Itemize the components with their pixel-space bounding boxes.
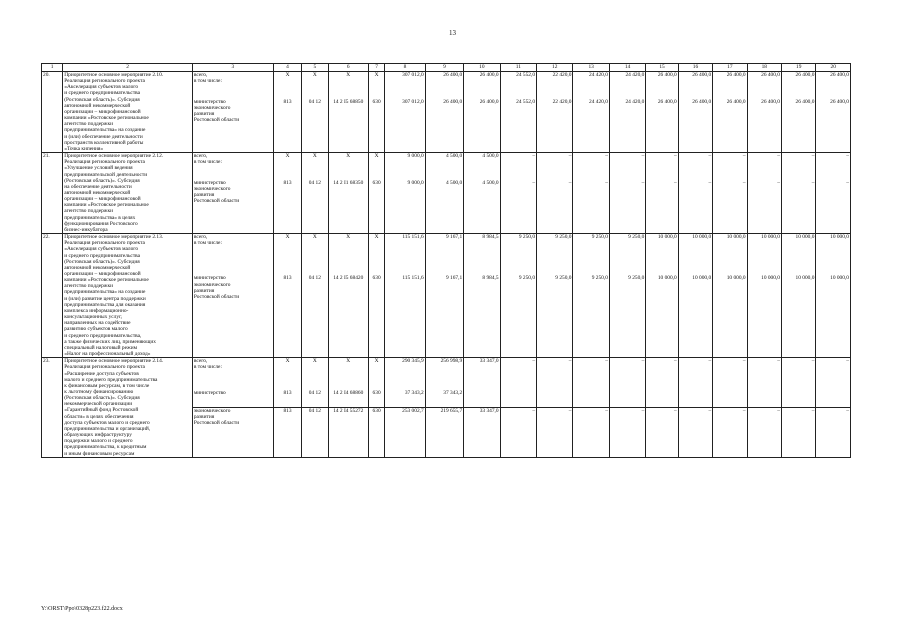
amount-cell: 22 420,0 bbox=[537, 72, 573, 99]
vr-code: 630 bbox=[369, 407, 385, 457]
amount-cell: 9 250,0 bbox=[500, 234, 536, 276]
column-number-row bbox=[42, 64, 851, 72]
amount-cell: – bbox=[782, 407, 816, 457]
column-number: 18 bbox=[747, 64, 781, 72]
amount-cell: 24 420,0 bbox=[609, 72, 645, 99]
amount-cell: – bbox=[537, 358, 573, 391]
page-number: 13 bbox=[449, 29, 456, 37]
executor-cell: всего, в том числе: bbox=[192, 358, 273, 391]
amount-cell: – bbox=[678, 407, 712, 457]
vr-code: 630 bbox=[369, 390, 385, 407]
executor-cell: всего, в том числе: bbox=[192, 72, 273, 99]
amount-cell: 26 400,0 bbox=[747, 99, 781, 153]
amount-cell: 26 400,0 bbox=[713, 99, 747, 153]
amount-cell: 26 400,0 bbox=[464, 99, 500, 153]
grbs-code: 813 bbox=[273, 407, 301, 457]
amount-cell: 33 347,0 bbox=[464, 358, 500, 391]
vr-code: X bbox=[369, 72, 385, 99]
amount-cell bbox=[609, 390, 645, 407]
grbs-code: X bbox=[273, 358, 301, 391]
amount-cell: 9 000,0 bbox=[385, 153, 426, 180]
amount-cell bbox=[713, 390, 747, 407]
amount-cell: – bbox=[573, 407, 609, 457]
rzpr-code: 04 12 bbox=[302, 407, 328, 457]
amount-cell: 4 500,0 bbox=[464, 180, 500, 234]
executor-cell: министерство экономического развития Ростовской области bbox=[192, 99, 273, 153]
amount-cell bbox=[500, 390, 536, 407]
amount-cell: – bbox=[678, 180, 712, 234]
amount-cell: 26 400,0 bbox=[747, 72, 781, 99]
amount-cell: – bbox=[713, 358, 747, 391]
row-number: 20. bbox=[42, 72, 63, 153]
column-number: 9 bbox=[425, 64, 463, 72]
grbs-code: 813 bbox=[273, 390, 301, 407]
grbs-code: 813 bbox=[273, 99, 301, 153]
amount-cell bbox=[816, 390, 851, 407]
amount-cell: – bbox=[747, 180, 781, 234]
column-number: 19 bbox=[782, 64, 816, 72]
grbs-code: X bbox=[273, 72, 301, 99]
column-number: 7 bbox=[369, 64, 385, 72]
amount-cell: – bbox=[500, 358, 536, 391]
amount-cell: 10 000,0 bbox=[713, 275, 747, 357]
column-number: 11 bbox=[500, 64, 536, 72]
column-number: 16 bbox=[678, 64, 712, 72]
amount-cell: – bbox=[678, 153, 712, 180]
rzpr-code: 04 12 bbox=[302, 275, 328, 357]
amount-cell: 4 500,0 bbox=[425, 180, 463, 234]
amount-cell: – bbox=[816, 153, 851, 180]
column-number: 2 bbox=[63, 64, 193, 72]
amount-cell: 10 000,0 bbox=[816, 275, 851, 357]
amount-cell: – bbox=[816, 358, 851, 391]
row-number: 23. bbox=[42, 358, 63, 458]
financing-table bbox=[41, 63, 851, 458]
measure-name: Приоритетное основное мероприятие 2.13. Реализация регионального проекта «Акселерация субъектов малого и среднего предпринимательства (Ростовская область)». Субсидия автономной некоммерческой организации – микрофинансовой компании «Ростовское региональное агентство поддержки предпринимательства» на создание и (или) развитие центра поддержки предпринимательства для оказания комплекса информационно- консультационных услуг, направленных на содействие развитию субъектов малого и среднего предпринимательства, а также физических лиц, применяющих специальный налоговый режим «Налог на профессиональный доход» bbox=[63, 234, 193, 358]
csr-code: X bbox=[328, 72, 369, 99]
amount-cell: 10 000,0 bbox=[678, 234, 712, 276]
amount-cell bbox=[747, 390, 781, 407]
csr-code: X bbox=[328, 234, 369, 276]
amount-cell: 10 000,0 bbox=[747, 275, 781, 357]
executor-cell: экономического развития Ростовской области bbox=[192, 407, 273, 457]
rzpr-code: 04 12 bbox=[302, 390, 328, 407]
amount-cell: 24 552,0 bbox=[500, 99, 536, 153]
grbs-code: 813 bbox=[273, 275, 301, 357]
column-number: 4 bbox=[273, 64, 301, 72]
amount-cell: 26 400,0 bbox=[646, 72, 678, 99]
amount-cell: 26 400,0 bbox=[782, 72, 816, 99]
rzpr-code: X bbox=[302, 72, 328, 99]
executor-cell: министерство экономического развития Ростовской области bbox=[192, 275, 273, 357]
amount-cell: – bbox=[713, 407, 747, 457]
executor-cell: всего, в том числе: bbox=[192, 153, 273, 180]
column-number: 6 bbox=[328, 64, 369, 72]
executor-cell: министерство экономического развития Ростовской области bbox=[192, 180, 273, 234]
amount-cell: 4 500,0 bbox=[464, 153, 500, 180]
amount-cell: – bbox=[537, 180, 573, 234]
vr-code: 630 bbox=[369, 99, 385, 153]
amount-cell: – bbox=[609, 153, 645, 180]
executor-cell: министерство bbox=[192, 390, 273, 407]
amount-cell: 22 420,0 bbox=[537, 99, 573, 153]
amount-cell: 10 000,0 bbox=[782, 275, 816, 357]
amount-cell: 24 420,0 bbox=[573, 72, 609, 99]
vr-code: X bbox=[369, 153, 385, 180]
amount-cell: 10 000,0 bbox=[678, 275, 712, 357]
amount-cell: – bbox=[782, 180, 816, 234]
table-row bbox=[42, 358, 851, 391]
amount-cell: 10 000,0 bbox=[713, 234, 747, 276]
column-number: 15 bbox=[646, 64, 678, 72]
column-number: 14 bbox=[609, 64, 645, 72]
amount-cell: – bbox=[747, 407, 781, 457]
amount-cell: 9 250,0 bbox=[537, 275, 573, 357]
vr-code: X bbox=[369, 358, 385, 391]
amount-cell: 253 002,7 bbox=[385, 407, 426, 457]
amount-cell: 26 400,0 bbox=[425, 72, 463, 99]
amount-cell: 9 250,0 bbox=[537, 234, 573, 276]
amount-cell: – bbox=[609, 407, 645, 457]
amount-cell: 24 420,0 bbox=[609, 99, 645, 153]
amount-cell: – bbox=[782, 358, 816, 391]
amount-cell: 10 000,0 bbox=[646, 234, 678, 276]
rzpr-code: 04 12 bbox=[302, 180, 328, 234]
amount-cell: 307 012,0 bbox=[385, 72, 426, 99]
csr-code: 14 2 I4 55272 bbox=[328, 407, 369, 457]
amount-cell: 9 250,0 bbox=[609, 275, 645, 357]
amount-cell: 26 400,0 bbox=[464, 72, 500, 99]
amount-cell: 10 000,0 bbox=[782, 234, 816, 276]
file-path-footer: Y:\ORST\Ppo\0328p223.f22.docx bbox=[41, 606, 123, 612]
grbs-code: 813 bbox=[273, 180, 301, 234]
csr-code: X bbox=[328, 358, 369, 391]
column-number: 10 bbox=[464, 64, 500, 72]
amount-cell: 8 984,5 bbox=[464, 275, 500, 357]
amount-cell: 37 343,2 bbox=[425, 390, 463, 407]
amount-cell: 9 250,0 bbox=[573, 275, 609, 357]
column-number: 20 bbox=[816, 64, 851, 72]
amount-cell: – bbox=[713, 153, 747, 180]
rzpr-code: 04 12 bbox=[302, 99, 328, 153]
amount-cell: 219 655,7 bbox=[425, 407, 463, 457]
column-number: 1 bbox=[42, 64, 63, 72]
column-number: 3 bbox=[192, 64, 273, 72]
amount-cell bbox=[782, 390, 816, 407]
csr-code: 14 2 I4 68860 bbox=[328, 390, 369, 407]
column-number: 12 bbox=[537, 64, 573, 72]
measure-name: Приоритетное основное мероприятие 2.12. Реализация регионального проекта «Улучшение условий ведения предпринимательской деятельности (Ростовская область)». Субсидия на обеспечение деятельности автономной некоммерческой организации – микрофинансовой компании «Ростовское региональное агентство поддержки предпринимательства» в целях функционирования Ростовского бизнес-инкубатора bbox=[63, 153, 193, 234]
amount-cell: 9 250,0 bbox=[500, 275, 536, 357]
amount-cell: 9 250,0 bbox=[609, 234, 645, 276]
amount-cell: 4 500,0 bbox=[425, 153, 463, 180]
amount-cell: – bbox=[573, 358, 609, 391]
amount-cell: 24 552,0 bbox=[500, 72, 536, 99]
amount-cell: 290 345,9 bbox=[385, 358, 426, 391]
column-number: 8 bbox=[385, 64, 426, 72]
rzpr-code: X bbox=[302, 358, 328, 391]
amount-cell: 115 151,6 bbox=[385, 275, 426, 357]
amount-cell: 9 167,1 bbox=[425, 234, 463, 276]
amount-cell: 26 400,0 bbox=[713, 72, 747, 99]
amount-cell: 33 347,0 bbox=[464, 407, 500, 457]
csr-code: X bbox=[328, 153, 369, 180]
grbs-code: X bbox=[273, 153, 301, 180]
amount-cell: – bbox=[747, 153, 781, 180]
amount-cell: 10 000,0 bbox=[646, 275, 678, 357]
amount-cell: 9 000,0 bbox=[385, 180, 426, 234]
amount-cell bbox=[464, 390, 500, 407]
amount-cell: – bbox=[747, 358, 781, 391]
measure-name: Приоритетное основное мероприятие 2.14. Реализация регионального проекта «Расширение доступа субъектов малого и среднего предпринимательства к финансовым ресурсам, в том числе к льготному финансированию (Ростовская область)». Субсидия некоммерческой организации «Гарантийный фонд Ростовской области» в целях обеспечения доступа субъектов малого и среднего предпринимательства и организаций, образующих инфраструктуру поддержки малого и среднего предпринимательства, к кредитным и иным финансовым ресурсам bbox=[63, 358, 193, 458]
amount-cell: 9 167,1 bbox=[425, 275, 463, 357]
csr-code: 14 2 I1 68350 bbox=[328, 180, 369, 234]
amount-cell: 26 400,0 bbox=[782, 99, 816, 153]
row-number: 22. bbox=[42, 234, 63, 358]
amount-cell: – bbox=[782, 153, 816, 180]
amount-cell: – bbox=[573, 180, 609, 234]
amount-cell: – bbox=[609, 180, 645, 234]
amount-cell bbox=[678, 390, 712, 407]
table-row bbox=[42, 153, 851, 180]
amount-cell: – bbox=[646, 153, 678, 180]
amount-cell: – bbox=[537, 407, 573, 457]
amount-cell: 26 400,0 bbox=[678, 72, 712, 99]
amount-cell bbox=[537, 390, 573, 407]
amount-cell: – bbox=[816, 407, 851, 457]
amount-cell: 26 400,0 bbox=[425, 99, 463, 153]
measure-name: Приоритетное основное мероприятие 2.10. Реализация регионального проекта «Акселерация субъектов малого и среднего предпринимательства (Ростовская область)». Субсидия автономной некоммерческой организации – микрофинансовой компании «Ростовское региональное агентство поддержки предпринимательства» на создание и (или) обеспечение деятельности пространств коллективной работы «Точка кипения» bbox=[63, 72, 193, 153]
amount-cell: – bbox=[500, 153, 536, 180]
column-number: 17 bbox=[713, 64, 747, 72]
executor-cell: всего, в том числе: bbox=[192, 234, 273, 276]
amount-cell: 9 250,0 bbox=[573, 234, 609, 276]
amount-cell: 10 000,0 bbox=[816, 234, 851, 276]
amount-cell bbox=[646, 390, 678, 407]
amount-cell: 26 400,0 bbox=[678, 99, 712, 153]
table-row bbox=[42, 234, 851, 276]
column-number: 5 bbox=[302, 64, 328, 72]
amount-cell: 10 000,0 bbox=[747, 234, 781, 276]
amount-cell: 307 012,0 bbox=[385, 99, 426, 153]
amount-cell: – bbox=[816, 180, 851, 234]
grbs-code: X bbox=[273, 234, 301, 276]
amount-cell: 24 420,0 bbox=[573, 99, 609, 153]
row-number: 21. bbox=[42, 153, 63, 234]
amount-cell: – bbox=[646, 358, 678, 391]
rzpr-code: X bbox=[302, 234, 328, 276]
amount-cell bbox=[573, 390, 609, 407]
amount-cell: 37 343,2 bbox=[385, 390, 426, 407]
vr-code: 630 bbox=[369, 180, 385, 234]
vr-code: 630 bbox=[369, 275, 385, 357]
amount-cell: – bbox=[678, 358, 712, 391]
vr-code: X bbox=[369, 234, 385, 276]
column-number: 13 bbox=[573, 64, 609, 72]
amount-cell: – bbox=[646, 180, 678, 234]
amount-cell: 256 998,9 bbox=[425, 358, 463, 391]
amount-cell: – bbox=[573, 153, 609, 180]
amount-cell: 26 400,0 bbox=[816, 99, 851, 153]
csr-code: 14 2 I5 68850 bbox=[328, 99, 369, 153]
amount-cell: – bbox=[500, 407, 536, 457]
amount-cell: – bbox=[537, 153, 573, 180]
amount-cell: 115 151,6 bbox=[385, 234, 426, 276]
csr-code: 14 2 I5 68420 bbox=[328, 275, 369, 357]
table-row bbox=[42, 72, 851, 99]
amount-cell: 26 400,0 bbox=[816, 72, 851, 99]
amount-cell: 26 400,0 bbox=[646, 99, 678, 153]
amount-cell: – bbox=[646, 407, 678, 457]
amount-cell: 8 984,5 bbox=[464, 234, 500, 276]
amount-cell: – bbox=[500, 180, 536, 234]
amount-cell: – bbox=[713, 180, 747, 234]
rzpr-code: X bbox=[302, 153, 328, 180]
amount-cell: – bbox=[609, 358, 645, 391]
